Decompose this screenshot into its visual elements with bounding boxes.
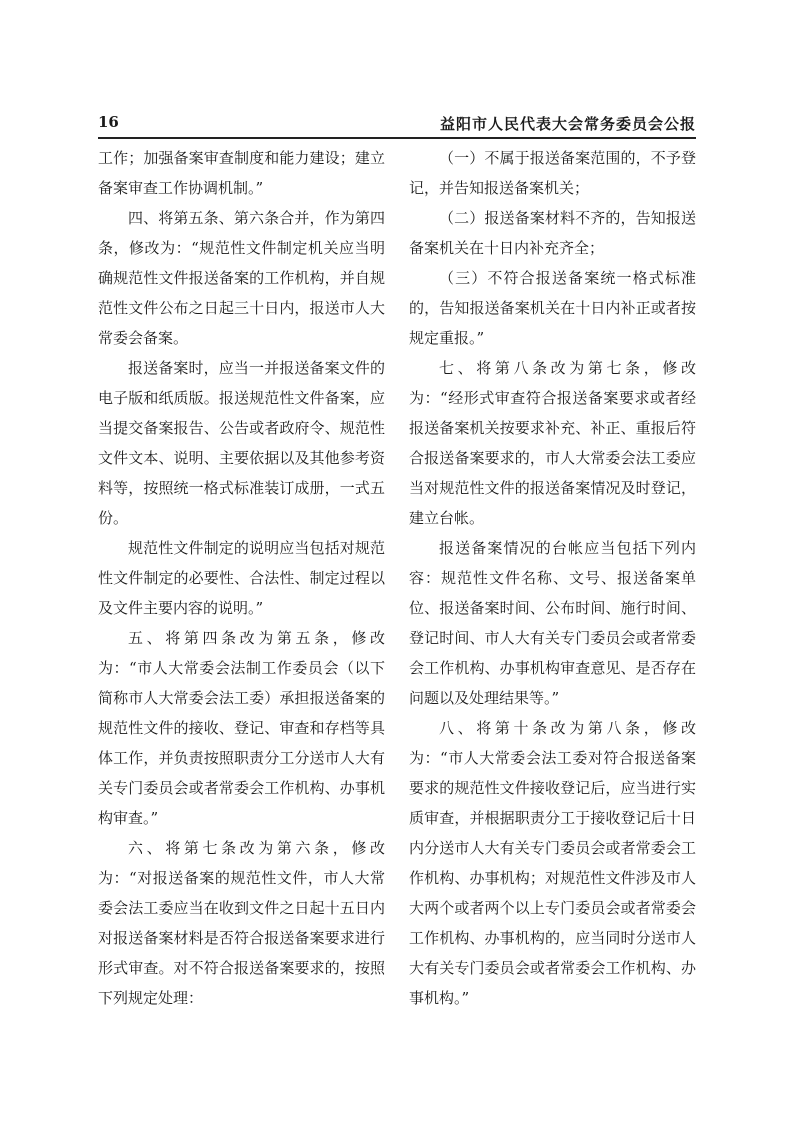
paragraph: 四、将第五条、第六条合并，作为第四条，修改为：“规范性文件制定机关应当明确规范性文件报送备案的工作机构，并自规范性文件公布之日起三十日内，报送市人大常委会备案。 xyxy=(98,209,385,347)
journal-title: 益阳市人民代表大会常务委员会公报 xyxy=(439,115,696,133)
paragraph: 报送备案情况的台帐应当包括下列内容：规范性文件名称、文号、报送备案单位、报送备案时间、公布时间、施行时间、登记时间、市人大有关专门委员会或者常委会工作机构、办事机构审查意见、是否存在问题以及处理结果等。” xyxy=(409,539,696,707)
left-column xyxy=(98,143,385,1013)
paragraph: 规范性文件制定的说明应当包括对规范性文件制定的必要性、合法性、制定过程以及文件主要内容的说明。” xyxy=(98,539,385,617)
paragraph: （三）不符合报送备案统一格式标准的，告知报送备案机关在十日内补正或者按规定重报。” xyxy=(409,269,696,347)
paragraph: 七、将第八条改为第七条，修改为：“经形式审查符合报送备案要求或者经报送备案机关按要求补充、补正、重报后符合报送备案要求的，市人大常委会法工委应当对规范性文件的报送备案情况及时登记，建立台帐。 xyxy=(409,359,696,527)
paragraph: （二）报送备案材料不齐的，告知报送备案机关在十日内补充齐全； xyxy=(409,209,696,257)
right-column xyxy=(409,143,696,1013)
paragraph: 报送备案时，应当一并报送备案文件的电子版和纸质版。报送规范性文件备案，应当提交备案报告、公告或者政府令、规范性文件文本、说明、主要依据以及其他参考资料等，按照统一格式标准装订成册，一式五份。 xyxy=(98,359,385,527)
paragraph: 工作；加强备案审查制度和能力建设；建立备案审查工作协调机制。” xyxy=(98,149,385,197)
paragraph: 八、将第十条改为第八条，修改为：“市人大常委会法工委对符合报送备案要求的规范性文件接收登记后，应当进行实质审查，并根据职责分工于接收登记后十日内分送市人大有关专门委员会或者常委会工作机构、办事机构；对规范性文件涉及市人大两个或者两个以上专门委员会或者常委会工作机构、办事机构的，应当同时分送市人大有关专门委员会或者常委会工作机构、办事机构。” xyxy=(409,719,696,1007)
page-header xyxy=(98,113,696,139)
paragraph: （一）不属于报送备案范围的，不予登记，并告知报送备案机关； xyxy=(409,149,696,197)
paragraph: 六、将第七条改为第六条，修改为：“对报送备案的规范性文件，市人大常委会法工委应当在收到文件之日起十五日内对报送备案材料是否符合报送备案要求进行形式审查。对不符合报送备案要求的，按照下列规定处理： xyxy=(98,839,385,1007)
page-number: 16 xyxy=(98,113,119,131)
paragraph: 五、将第四条改为第五条，修改为：“市人大常委会法制工作委员会（以下简称市人大常委会法工委）承担报送备案的规范性文件的接收、登记、审查和存档等具体工作，并负责按照职责分工分送市人大有关专门委员会或者常委会工作机构、办事机构审查。” xyxy=(98,629,385,827)
